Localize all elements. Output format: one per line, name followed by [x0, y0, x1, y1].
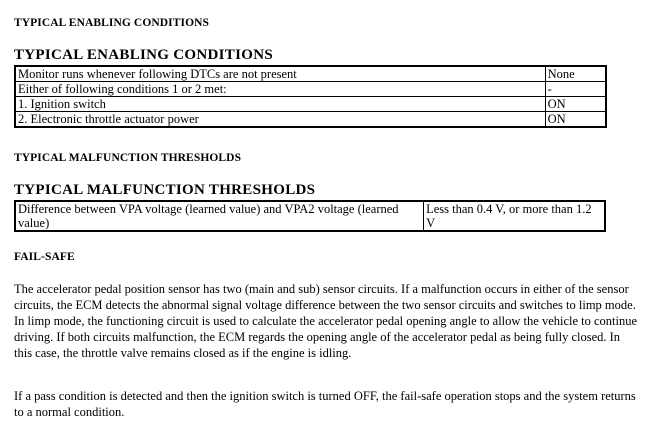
condition-cell: 1. Ignition switch — [15, 97, 545, 112]
enabling-section-heading: TYPICAL ENABLING CONDITIONS — [14, 17, 210, 29]
table-row — [15, 66, 606, 82]
enabling-table-title: TYPICAL ENABLING CONDITIONS — [14, 47, 273, 63]
condition-cell: Monitor runs whenever following DTCs are not present — [15, 66, 545, 82]
enabling-conditions-table — [14, 65, 607, 128]
failsafe-paragraph: The accelerator pedal position sensor has two (main and sub) sensor circuits. If a malfunction occurs in either of the sensor circuits, the ECM detects the abnormal signal voltage difference between the two sensor circuits and switches to limp mode. In limp mode, the functioning circuit is used to calculate the accelerator pedal opening angle to allow the vehicle to continue driving. If both circuits malfunction, the ECM regards the opening angle of the accelerator pedal as being fully closed. In this case, the throttle valve remains closed as if the engine is idling. — [14, 282, 638, 360]
malfunction-thresholds-table — [14, 200, 606, 232]
value-cell: Less than 0.4 V, or more than 1.2 V — [424, 201, 605, 231]
condition-cell: 2. Electronic throttle actuator power — [15, 112, 545, 128]
value-cell: None — [545, 66, 606, 82]
condition-cell: Difference between VPA voltage (learned value) and VPA2 voltage (learned value) — [15, 201, 424, 231]
table-row — [15, 112, 606, 128]
table-row — [15, 201, 605, 231]
value-cell: ON — [545, 112, 606, 128]
failsafe-restore-paragraph: If a pass condition is detected and then the ignition switch is turned OFF, the fail-safe operation stops and the system returns to a normal condition. — [14, 389, 636, 419]
value-cell: - — [545, 82, 606, 97]
table-row — [15, 82, 606, 97]
table-row — [15, 97, 606, 112]
malfunction-section-heading: TYPICAL MALFUNCTION THRESHOLDS — [14, 152, 242, 164]
malfunction-table-title: TYPICAL MALFUNCTION THRESHOLDS — [14, 182, 316, 198]
failsafe-section-heading: FAIL-SAFE — [14, 251, 75, 263]
value-cell: ON — [545, 97, 606, 112]
condition-cell: Either of following conditions 1 or 2 met: — [15, 82, 545, 97]
